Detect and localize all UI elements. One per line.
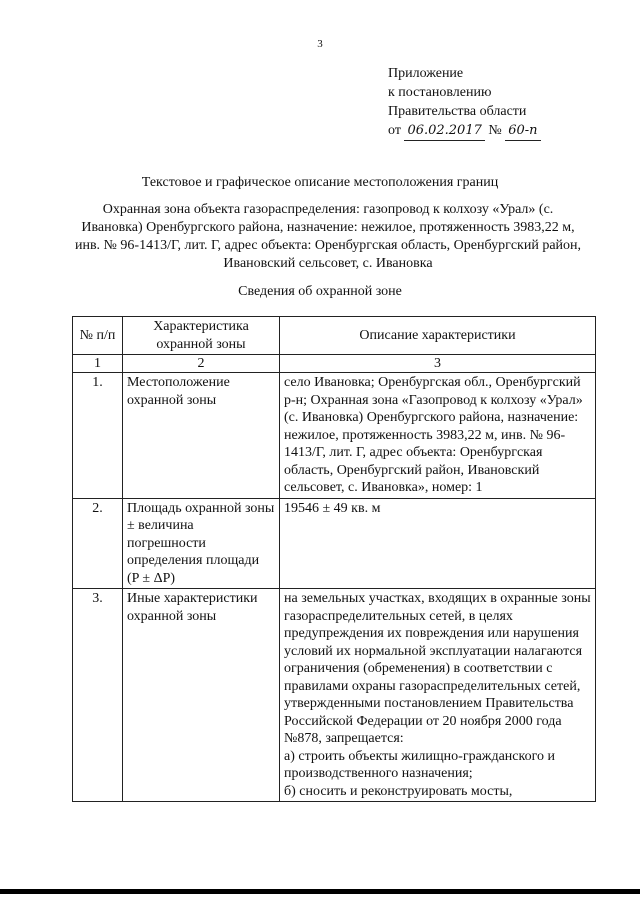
table-header-row xyxy=(73,317,596,355)
row-characteristic: Площадь охранной зоны ± величина погрешности определения площади (P ± ΔP) xyxy=(123,498,280,589)
table-row xyxy=(73,589,596,802)
index-cell-2: 2 xyxy=(123,355,280,373)
header-number: № п/п xyxy=(73,317,123,355)
row-number: 1. xyxy=(73,373,123,499)
number-prefix: № xyxy=(488,123,502,138)
object-description: Охранная зона объекта газораспределения: газопровод к колхозу «Урал» (с. Ивановка) Оренбургского района, назначение: нежилое, протяженность 3983,22 м, инв. № 96-1413/Г, лит. Г, адрес объекта: Оренбургская область, Оренбургский район, Ивановский сельсовет, с. Ивановка xyxy=(74,202,582,271)
scan-edge-bar xyxy=(0,889,640,894)
page-number: 3 xyxy=(317,38,323,50)
row-number: 3. xyxy=(73,589,123,802)
handwritten-date: 06.02.2017 xyxy=(404,121,484,141)
appendix-date-line xyxy=(388,121,541,141)
appendix-line-3: Правительства области xyxy=(388,104,527,119)
protection-zone-table xyxy=(72,316,596,802)
index-cell-3: 3 xyxy=(280,355,596,373)
handwritten-number: 60-п xyxy=(505,121,540,141)
row-number: 2. xyxy=(73,498,123,589)
row-characteristic: Местоположение охранной зоны xyxy=(123,373,280,499)
table-row xyxy=(73,373,596,499)
section-title: Сведения об охранной зоне xyxy=(238,284,402,299)
row-description: 19546 ± 49 кв. м xyxy=(280,498,596,589)
date-prefix: от xyxy=(388,123,401,138)
row-characteristic: Иные характеристики охранной зоны xyxy=(123,589,280,802)
index-cell-1: 1 xyxy=(73,355,123,373)
document-title: Текстовое и графическое описание местоположения границ xyxy=(141,175,499,190)
appendix-block xyxy=(388,64,541,141)
table-row xyxy=(73,498,596,589)
appendix-line-1: Приложение xyxy=(388,66,464,81)
table-index-row xyxy=(73,355,596,373)
appendix-line-2: к постановлению xyxy=(388,85,492,100)
row-description: село Ивановка; Оренбургская обл., Оренбургский р-н; Охранная зона «Газопровод к колхозу «Урал» (с. Ивановка) Оренбургского района, назначение: нежилое, протяженность 3983,22 м, инв. № 96-1413/Г, лит. Г, адрес объекта: Оренбургская область, Оренбургский район, Ивановский сельсовет, с. Ивановка», номер: 1 xyxy=(280,373,596,499)
header-description: Описание характеристики xyxy=(280,317,596,355)
header-characteristic: Характеристика охранной зоны xyxy=(123,317,280,355)
row-description: на земельных участках, входящих в охранные зоны газораспределительных сетей, в целях предупреждения их повреждения или нарушения условий их нормальной эксплуатации налагаются ограничения (обременения) в соответствии с правилами охраны газораспределительных сетей, утвержденными постановлением Правительства Российской Федерации от 20 ноября 2000 года №878, запрещается: а) строить объекты жилищно-гражданского и производственного назначения; б) сносить и реконструировать мосты, xyxy=(280,589,596,802)
